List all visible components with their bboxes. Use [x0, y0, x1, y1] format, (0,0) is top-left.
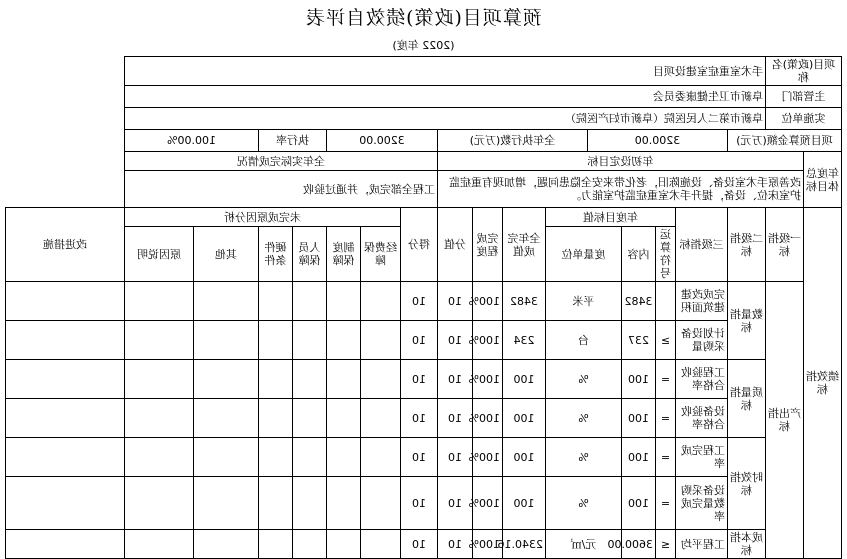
goals-content-row — [6, 171, 842, 208]
actual-value: 3482 — [503, 282, 546, 321]
level2-time: 时效指标 — [728, 438, 766, 530]
rate-value: 100.00% — [125, 130, 259, 152]
target-value: 3600.00 — [622, 530, 656, 559]
actual-value: 2340.16 — [503, 530, 546, 559]
measure-unit: 元/㎡ — [546, 530, 622, 559]
dept-value: 阜新市卫生健康委员会 — [125, 86, 766, 108]
executed-value: 3200.00 — [327, 130, 438, 152]
measure-unit: 平米 — [546, 282, 622, 321]
measure-unit: % — [546, 360, 622, 399]
completion-degree: 100% — [473, 282, 503, 321]
unit-value: 阜新市第二人民医院（阜新市妇产医院） — [125, 108, 766, 130]
actual-value: 100 — [503, 360, 546, 399]
indicator-header-row-1 — [6, 208, 842, 227]
table-row — [6, 477, 842, 530]
unit-row — [6, 108, 842, 130]
rate-label: 执行率 — [259, 130, 327, 152]
measure-unit: % — [546, 399, 622, 438]
budget-label: 项目预算金额(万元) — [728, 130, 842, 152]
score-max: 10 — [438, 399, 473, 438]
reason-funding-header: 经费保障 — [361, 227, 401, 282]
improve-header: 改进措施 — [6, 208, 125, 282]
score-max: 10 — [438, 438, 473, 477]
reason-hardware-header: 硬件条件 — [259, 227, 293, 282]
goals-planned-header: 年初设定目标 — [438, 152, 804, 171]
level2-cost: 成本指标 — [728, 530, 766, 559]
completion-degree: 100% — [473, 360, 503, 399]
operator: = — [656, 477, 676, 530]
level1-output: 产出指标 — [766, 282, 804, 559]
table-row — [6, 360, 842, 399]
indicator-name: 计划设备采购量 — [676, 321, 728, 360]
project-name-row — [6, 57, 842, 86]
project-name-value: 手术室重症室建设项目 — [125, 57, 766, 86]
reason-note-header: 原因说明 — [125, 227, 194, 282]
target-value: 237 — [622, 321, 656, 360]
level1-header: 一级指标 — [766, 208, 804, 282]
goals-planned-text: 改善原手术室设备、设施陈旧，老化带来安全隐患问题，增加现有重症监护室床位、设备，提升手术室重症监护室能力。 — [438, 171, 804, 208]
target-value: 3482 — [622, 282, 656, 321]
indicator-name: 完成改建建筑面积 — [676, 282, 728, 321]
goals-actual-text: 工程全部完成，并通过验收 — [125, 171, 438, 208]
executed-label: 全年执行数(万元) — [438, 130, 588, 152]
level2-quality: 质量指标 — [728, 360, 766, 438]
indicator-name: 工程完成率 — [676, 438, 728, 477]
operator: ≥ — [656, 321, 676, 360]
actual-header: 全年完成值 — [503, 208, 546, 282]
actual-value: 234 — [503, 321, 546, 360]
score-max: 10 — [438, 477, 473, 530]
score-max: 10 — [438, 282, 473, 321]
target-value: 100 — [622, 399, 656, 438]
target-value: 100 — [622, 477, 656, 530]
measure-unit: % — [546, 438, 622, 477]
indicator-name: 工程验收合格率 — [676, 360, 728, 399]
unit-header: 度量单位 — [546, 227, 622, 282]
completion-degree: 100% — [473, 438, 503, 477]
operator: = — [656, 360, 676, 399]
indicator-name: 设备采购数量完成率 — [676, 477, 728, 530]
score-header: 得分 — [401, 208, 438, 282]
goals-actual-header: 全年实际完成情况 — [125, 152, 438, 171]
content-header: 内容 — [622, 227, 656, 282]
budget-row — [6, 130, 842, 152]
table-row — [6, 530, 842, 559]
operator: ≤ — [656, 530, 676, 559]
table-row — [6, 399, 842, 438]
target-value: 100 — [622, 438, 656, 477]
dept-row — [6, 86, 842, 108]
measure-unit: % — [546, 477, 622, 530]
score: 10 — [401, 399, 438, 438]
dept-label: 主管部门 — [766, 86, 842, 108]
unit-label: 实施单位 — [766, 108, 842, 130]
operator: = — [656, 438, 676, 477]
annual-target-header: 年度目标值 — [546, 208, 676, 227]
reason-system-header: 制度保障 — [327, 227, 361, 282]
score-max: 10 — [438, 360, 473, 399]
level2-header: 二级指标 — [728, 208, 766, 282]
reason-group-header: 未完成原因分析 — [125, 208, 401, 227]
score-max-header: 分值 — [438, 208, 473, 282]
actual-value: 100 — [503, 438, 546, 477]
op-header: 运算符号 — [656, 227, 676, 282]
evaluation-table — [5, 56, 842, 559]
reason-other-header: 其他 — [194, 227, 259, 282]
operator: = — [656, 399, 676, 438]
measure-unit: 台 — [546, 321, 622, 360]
score-max: 10 — [438, 530, 473, 559]
operator — [656, 282, 676, 321]
page-title: 预算项目(政策)绩效自评表 — [305, 7, 542, 29]
goals-header-row — [6, 152, 842, 171]
degree-header: 完成程度 — [473, 208, 503, 282]
reason-staff-header: 人员保障 — [293, 227, 327, 282]
score: 10 — [401, 438, 438, 477]
completion-degree: 100% — [473, 399, 503, 438]
level2-quantity: 数量指标 — [728, 282, 766, 360]
year-note: (2022 年度) — [392, 39, 455, 52]
completion-degree: 100% — [473, 477, 503, 530]
target-value: 100 — [622, 360, 656, 399]
score: 10 — [401, 477, 438, 530]
perf-label: 绩效指标 — [804, 208, 842, 559]
completion-degree: 100% — [473, 321, 503, 360]
level3-header: 三级指标 — [676, 208, 728, 282]
completion-degree: 100% — [473, 530, 503, 559]
budget-value: 3200.00 — [588, 130, 728, 152]
indicator-name: 工程平均 — [676, 530, 728, 559]
score: 10 — [401, 360, 438, 399]
table-row — [6, 321, 842, 360]
project-name-label: 项目(政策)名称 — [766, 57, 842, 86]
actual-value: 100 — [503, 399, 546, 438]
actual-value: 100 — [503, 477, 546, 530]
score-max: 10 — [438, 321, 473, 360]
table-row — [6, 282, 842, 321]
score: 10 — [401, 530, 438, 559]
goals-label: 年度总体目标 — [804, 152, 842, 208]
indicator-name: 设备验收合格率 — [676, 399, 728, 438]
score: 10 — [401, 321, 438, 360]
table-row — [6, 438, 842, 477]
score: 10 — [401, 282, 438, 321]
